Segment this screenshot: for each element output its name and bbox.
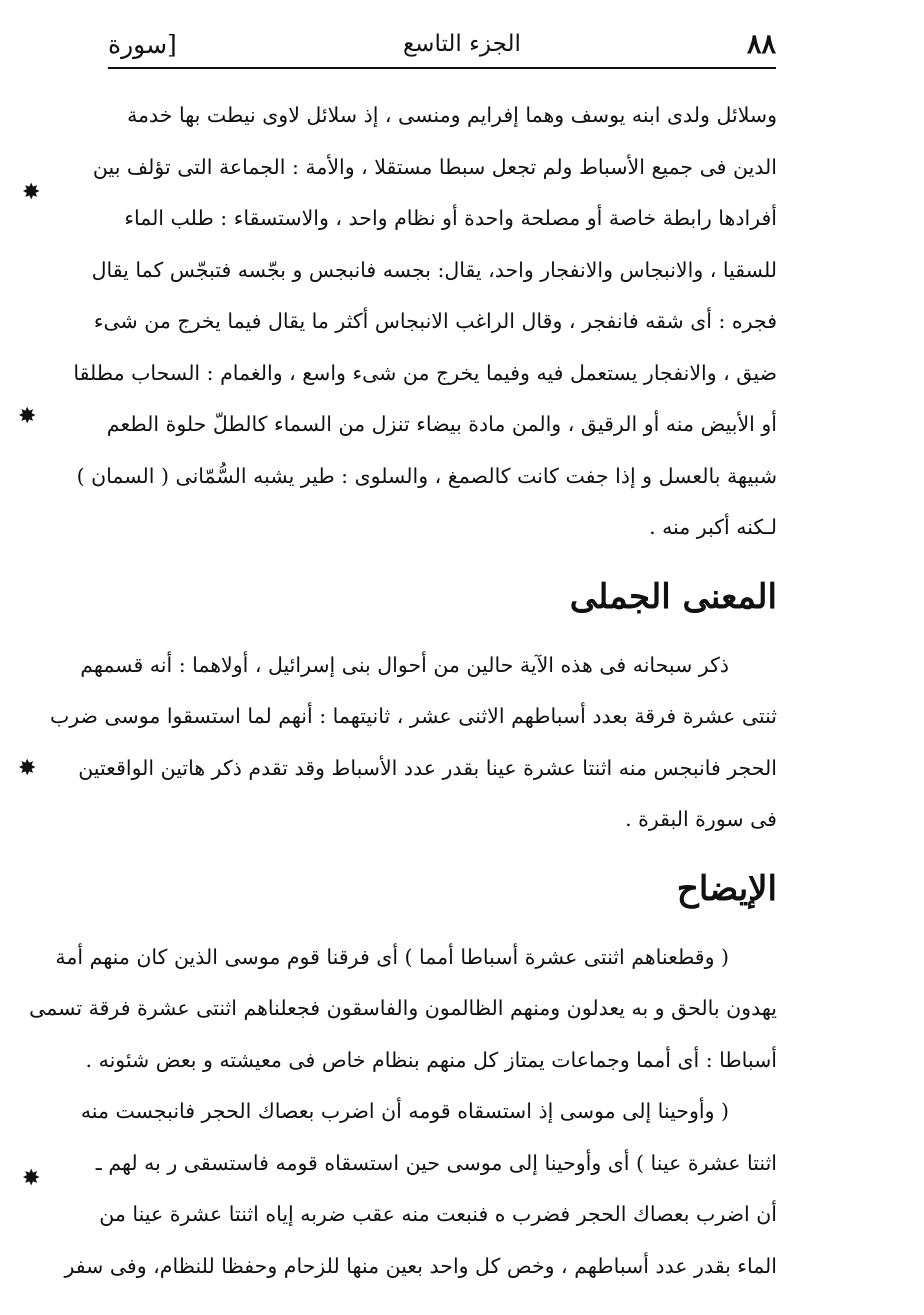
margin-mark: ✸: [18, 404, 37, 429]
text-line: ( وقطعناهم اثنتى عشرة أسباطا أمما ) أى فرقنا قوم موسى الذين كان منهم أمة: [55, 944, 729, 969]
page-header: [108, 22, 776, 66]
summary-paragraph: [49, 640, 777, 846]
text-line: اثنتا عشرة عينا ) أى وأوحينا إلى موسى حين استسقاه قومه فاستسقى ر به لهم ـ: [95, 1150, 777, 1175]
text-line: لـكنه أكبر منه .: [649, 515, 777, 539]
running-title: الجزء التاسع: [402, 31, 521, 57]
explanation-paragraph: [64, 1086, 777, 1292]
vocabulary-paragraph: [73, 90, 777, 554]
text-line: الماء بقدر عدد أسباطهم ، وخص كل واحد بعين منها للزحام وحفظا للنظام، وفى سفر: [64, 1253, 777, 1278]
text-line: يهدون بالحق و به يعدلون ومنهم الظالمون والفاسقون فجعلناهم اثنتى عشرة فرقة تسمى: [29, 996, 777, 1020]
section-heading: المعنى الجملى: [569, 576, 777, 617]
margin-mark: ✸: [22, 1166, 41, 1191]
margin-mark: ✸: [18, 756, 37, 781]
text-line: الدين فى جميع الأسباط ولم تجعل سبطا مستقلا ، والأمة : الجماعة التى تؤلف بين: [92, 154, 777, 179]
text-line: ضيق ، والانفجار يستعمل فيه وفيما يخرج من شىء واسع ، والغمام : السحاب مطلقا: [73, 360, 777, 385]
page-number: ٨٨: [746, 28, 776, 60]
sura-label: [سورة: [108, 29, 177, 59]
text-line: أو الأبيض منه أو الرقيق ، والمن مادة بيضاء تنزل من السماء كالطلّ حلوة الطعم: [106, 412, 777, 436]
text-line: شبيهة بالعسل و إذا جفت كانت كالصمغ ، والسلوى : طير يشبه السُّمّانى ( السمان ): [76, 463, 777, 488]
text-line: ذكر سبحانه فى هذه الآية حالين من أحوال بنى إسرائيل ، أولاهما : أنه قسمهم: [80, 652, 729, 677]
explanation-paragraph: [29, 932, 777, 1087]
page-body: [29, 90, 777, 1292]
text-line: فى سورة البقرة .: [625, 807, 777, 831]
text-line: فجره : أى شقه فانفجر ، وقال الراغب الانبجاس أكثر ما يقال فيما يخرج من شىء: [93, 309, 777, 333]
header-rule: [108, 67, 776, 69]
text-line: وسلائل ولدى ابنه يوسف وهما إفرايم ومنسى ، إذ سلائل لاوى نيطت بها خدمة: [127, 103, 777, 127]
text-line: ( وأوحينا إلى موسى إذ استسقاه قومه أن اضرب بعصاك الحجر فانبجست منه: [80, 1099, 729, 1123]
text-line: الحجر فانبجس منه اثنتا عشرة عينا بقدر عدد الأسباط وقد تقدم ذكر هاتين الواقعتين: [78, 755, 777, 780]
text-line: أفرادها رابطة خاصة أو مصلحة واحدة أو نظام واحد ، والاستسقاء : طلب الماء: [124, 206, 777, 230]
text-line: للسقيا ، والانبجاس والانفجار واحد، يقال: بجسه فانبجس و بجّسه فتبجّس كما يقال: [91, 257, 777, 282]
section-heading: الإيضاح: [676, 868, 777, 909]
text-line: ثنتى عشرة فرقة بعدد أسباطهم الاثنى عشر ، ثانيتهما : أنهم لما استسقوا موسى ضرب: [49, 704, 777, 728]
text-line: أن اضرب بعصاك الحجر فضرب ه فنبعت منه عقب ضربه إياه اثنتا عشرة عينا من: [99, 1202, 777, 1226]
text-line: أسباطا : أى أمما وجماعات يمتاز كل منهم بنظام خاص فى معيشته و بعض شئونه .: [85, 1047, 777, 1072]
margin-mark: ✸: [22, 180, 41, 205]
